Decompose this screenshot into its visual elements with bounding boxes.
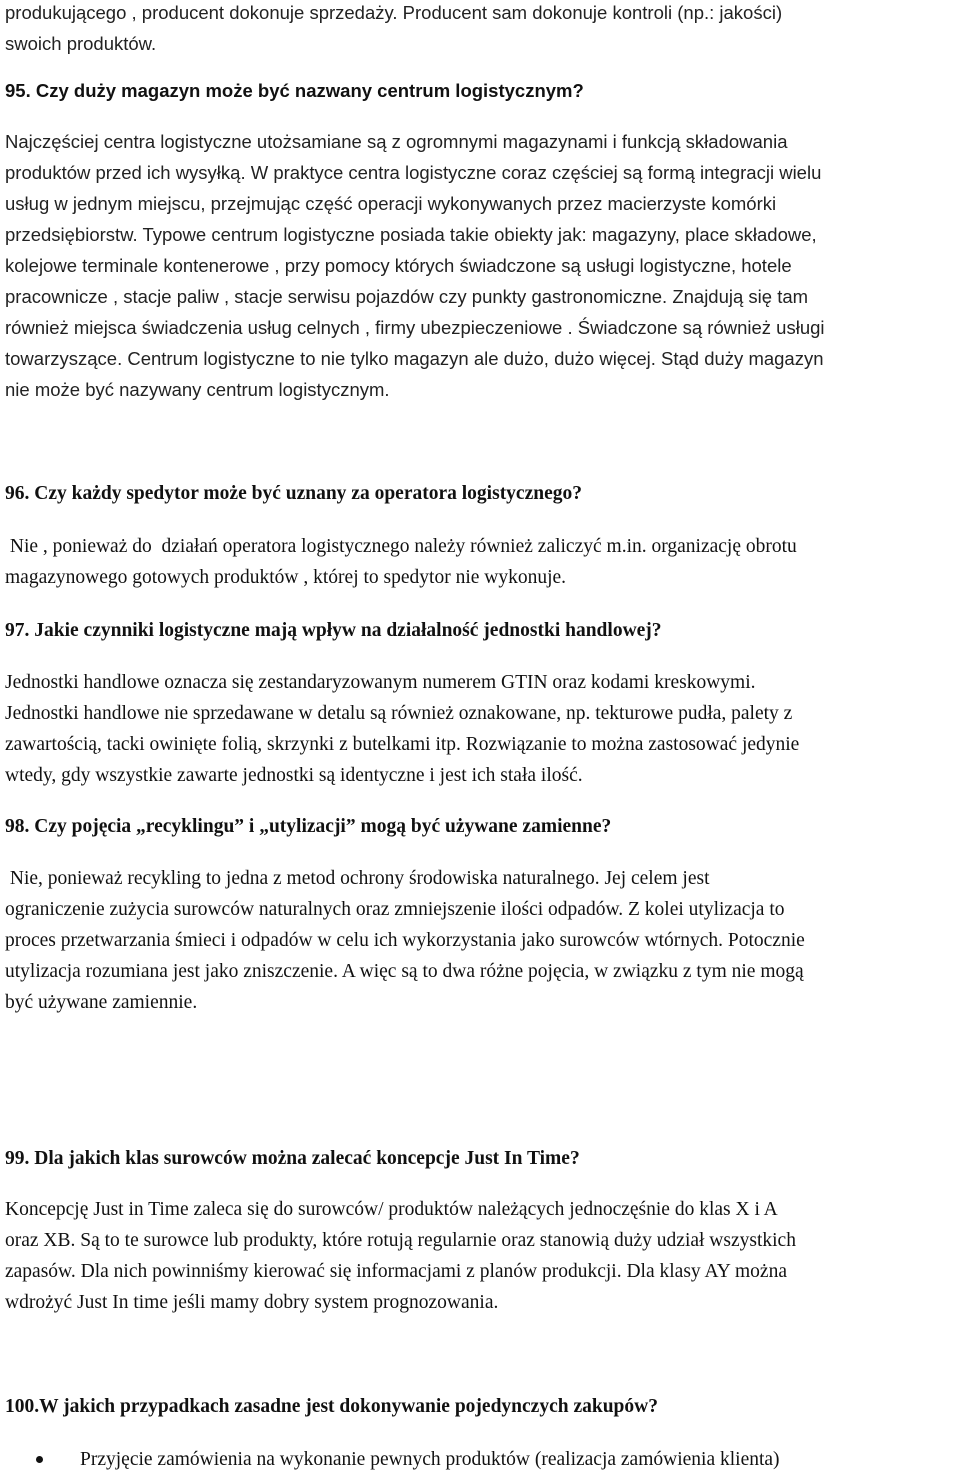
question-heading-95: 95. Czy duży magazyn może być nazwany centrum logistycznym? (5, 80, 584, 101)
text-line: swoich produktów. (5, 33, 157, 54)
text-line: być używane zamiennie. (5, 992, 198, 1013)
text-line: Jednostki handlowe oznacza się zestandaryzowanym numerem GTIN oraz kodami kreskowymi. (5, 672, 756, 693)
text-line: magazynowego gotowych produktów , której to spedytor nie wykonuje. (5, 567, 567, 588)
text-line: wtedy, gdy wszystkie zawarte jednostki są identyczne i jest ich stała ilość. (5, 765, 583, 786)
answer-paragraph-98 (5, 863, 957, 1018)
text-line: wdrożyć Just In time jeśli mamy dobry system prognozowania. (5, 1292, 499, 1313)
text-line: nie może być nazywany centrum logistycznym. (5, 379, 390, 400)
answer-paragraph-95 (5, 126, 957, 405)
question-heading-99: 99. Dla jakich klas surowców można zalecać koncepcje Just In Time? (5, 1148, 580, 1169)
bullet-text: Przyjęcie zamówienia na wykonanie pewnych produktów (realizacja zamówienia klienta) (80, 1449, 780, 1470)
text-line: pracownicze , stacje paliw , stacje serwisu pojazdów czy punkty gastronomiczne. Znajdują się tam (5, 286, 809, 307)
text-line: Jednostki handlowe nie sprzedawane w detalu są również oznakowane, np. tekturowe pudła, palety z (5, 703, 793, 724)
text-line: proces przetwarzania śmieci i odpadów w celu ich wykorzystania jako surowców wtórnych. Potocznie (5, 930, 805, 951)
answer-paragraph (5, 0, 957, 59)
text-line: zawartością, tacki owinięte folią, skrzynki z butelkami itp. Rozwiązanie to można zastosować jedynie (5, 734, 800, 755)
text-line: usług w jednym miejscu, przejmując część operacji wykonywanych przez macierzyste komórki (5, 193, 777, 214)
question-heading-96: 96. Czy każdy spedytor może być uznany za operatora logistycznego? (5, 483, 582, 504)
answer-paragraph-96 (5, 531, 957, 593)
text-line: produkującego , producent dokonuje sprzedaży. Producent sam dokonuje kontroli (np.: jakości) (5, 2, 783, 23)
text-line: kolejowe terminale kontenerowe , przy pomocy których świadczone są usługi logistyczne, hotele (5, 255, 792, 276)
text-line: zapasów. Dla nich powinniśmy kierować się informacjami z planów produkcji. Dla klasy AY można (5, 1261, 787, 1282)
text-line: przedsiębiorstw. Typowe centrum logistyczne posiada takie obiekty jak: magazyny, place składowe, (5, 224, 817, 245)
text-line: Najczęściej centra logistyczne utożsamiane są z ogromnymi magazynami i funkcją składowania (5, 131, 788, 152)
text-line: Nie , ponieważ do działań operatora logistycznego należy również zaliczyć m.in. organizację obrotu (5, 536, 797, 557)
question-heading-97: 97. Jakie czynniki logistyczne mają wpływ na działalność jednostki handlowej? (5, 620, 662, 641)
answer-paragraph-99 (5, 1194, 957, 1318)
question-heading-98: 98. Czy pojęcia „recyklingu” i „utylizacji” mogą być używane zamienne? (5, 816, 612, 837)
text-line: produktów przed ich wysyłką. W praktyce centra logistyczne coraz częściej są formą integracji wielu (5, 162, 822, 183)
text-line: ograniczenie zużycia surowców naturalnych oraz zmniejszenie ilości odpadów. Z kolei utylizacja to (5, 899, 785, 920)
question-heading-100: 100.W jakich przypadkach zasadne jest dokonywanie pojedynczych zakupów? (5, 1396, 658, 1417)
answer-paragraph-97 (5, 667, 957, 791)
text-line: towarzyszące. Centrum logistyczne to nie tylko magazyn ale dużo, dużo więcej. Stąd duży magazyn (5, 348, 824, 369)
text-line: Koncepcję Just in Time zaleca się do surowców/ produktów należących jednoczęśnie do klas X i A (5, 1199, 778, 1220)
bullet-icon (36, 1456, 43, 1463)
text-line: Nie, ponieważ recykling to jedna z metod ochrony środowiska naturalnego. Jej celem jest (5, 868, 710, 889)
text-line: utylizacja rozumiana jest jako zniszczenie. A więc są to dwa różne pojęcia, w związku z tym nie mogą (5, 961, 804, 982)
text-line: oraz XB. Są to te surowce lub produkty, które rotują regularnie oraz stanowią duży udział wszystkich (5, 1230, 796, 1251)
text-line: również miejsca świadczenia usług celnych , firmy ubezpieczeniowe . Świadczone są również usługi (5, 317, 825, 338)
